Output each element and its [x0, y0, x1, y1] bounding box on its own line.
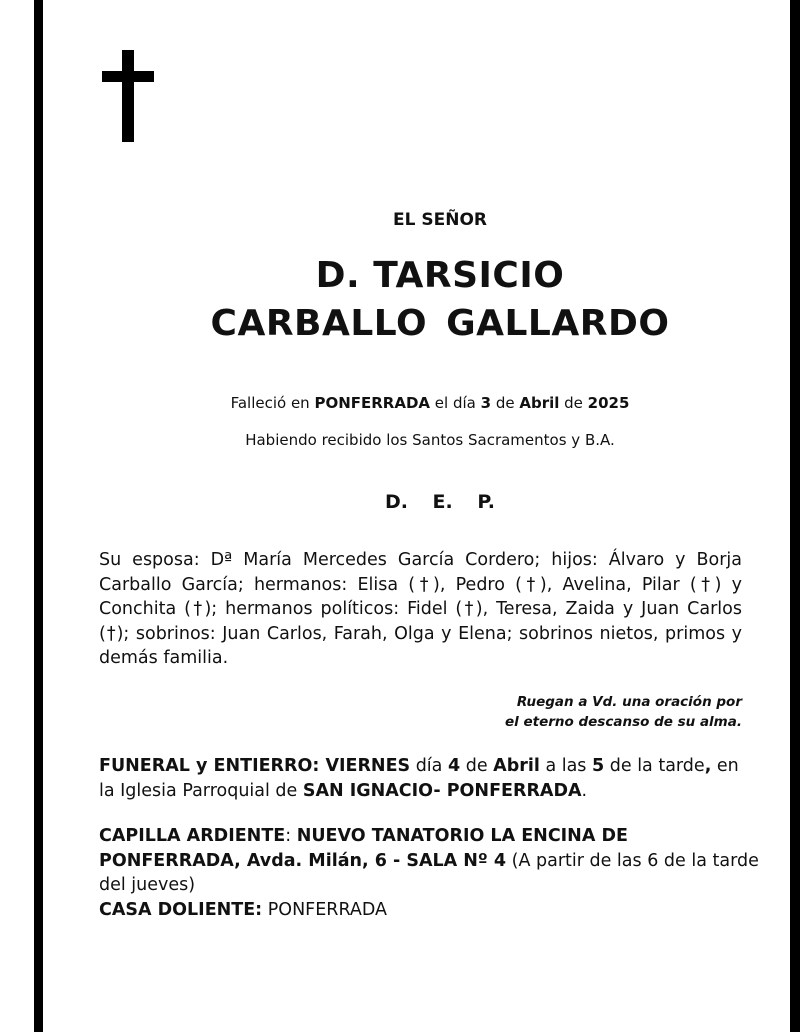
family-paragraph: Su esposa: Dª María Mercedes García Cordero; hijos: Álvaro y Borja Carballo García; hermanos: Elisa (†), Pedro (†), Avelina, Pilar (†) y Conchita (†); hermanos políticos: Fidel (†), Teresa, Zaida y Juan Carlos (†); sobrinos: Juan Carlos, Farah, Olga y Elena; sobrinos nietos, primos y demás familia.	[99, 550, 742, 668]
prayer-line-1: Ruegan a Vd. una oración por	[516, 694, 742, 710]
chapel-paragraph: CAPILLA ARDIENTE: NUEVO TANATORIO LA ENCINA DE PONFERRADA, Avda. Milán, 6 - SALA Nº 4 (A partir de las 6 de la tarde del jueves)	[99, 826, 759, 895]
death-notice: Falleció en PONFERRADA el día 3 de Abril de 2025	[230, 394, 630, 412]
cross-icon	[102, 50, 154, 142]
heading-title: EL SEÑOR	[393, 210, 487, 230]
deceased-name-line2: CARBALLO GALLARDO	[210, 303, 670, 344]
prayer-request	[400, 692, 742, 732]
dep-line: D. E. P.	[384, 491, 496, 513]
house-paragraph: CASA DOLIENTE: PONFERRADA	[99, 900, 388, 920]
deceased-name-line1: D. TARSICIO	[315, 255, 565, 296]
right-border	[790, 0, 800, 1032]
prayer-line-2: el eterno descanso de su alma.	[505, 714, 742, 730]
funeral-paragraph: FUNERAL y ENTIERRO: VIERNES día 4 de Abril a las 5 de la tarde, en la Iglesia Parroquial de SAN IGNACIO- PONFERRADA.	[99, 756, 739, 801]
sacraments-line: Habiendo recibido los Santos Sacramentos y B.A.	[245, 431, 615, 449]
left-border	[34, 0, 43, 1032]
